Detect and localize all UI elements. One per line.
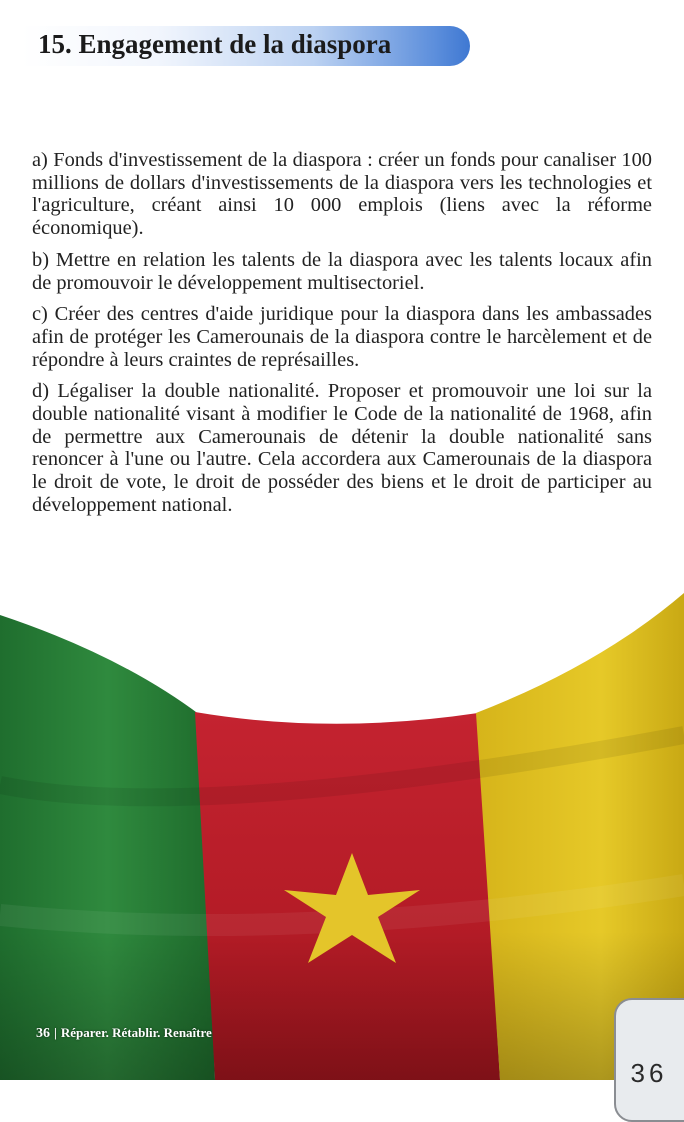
footer-page-number: 36: [36, 1026, 50, 1041]
paragraph-b: b) Mettre en relation les talents de la diaspora avec les talents locaux afin de promouvoir le développement multisectoriel.: [32, 248, 652, 294]
section-heading: 15. Engagement de la diaspora: [38, 29, 392, 59]
paragraph-d: d) Légaliser la double nationalité. Proposer et promouvoir une loi sur la double nationalité visant à modifier le Code de la nationalité de 1968, afin de permettre aux Camerounais de détenir la double nationalité sans renoncer à l'une ou l'autre. Cela accordera aux Camerounais de la diaspora le droit de vote, le droit de posséder des biens et le droit de participer au développement national.: [32, 380, 652, 516]
paragraph-a: a) Fonds d'investissement de la diaspora : créer un fonds pour canaliser 100 millions de dollars d'investissements de la diaspora vers les technologies et l'agriculture, créant ainsi 10 000 emplois (liens avec la réforme économique).: [32, 149, 652, 240]
body-text: [32, 149, 652, 526]
paragraph-c: c) Créer des centres d'aide juridique pour la diaspora dans les ambassades afin de protéger les Camerounais de la diaspora contre le harcèlement et de répondre à leurs craintes de représailles.: [32, 303, 652, 371]
page-footer: [36, 1025, 212, 1042]
page-badge-number: 36: [630, 1058, 668, 1088]
cameroon-flag-image: [0, 585, 684, 1080]
footer-separator: |: [54, 1025, 57, 1040]
footer-tagline: Réparer. Rétablir. Renaître: [60, 1025, 212, 1040]
